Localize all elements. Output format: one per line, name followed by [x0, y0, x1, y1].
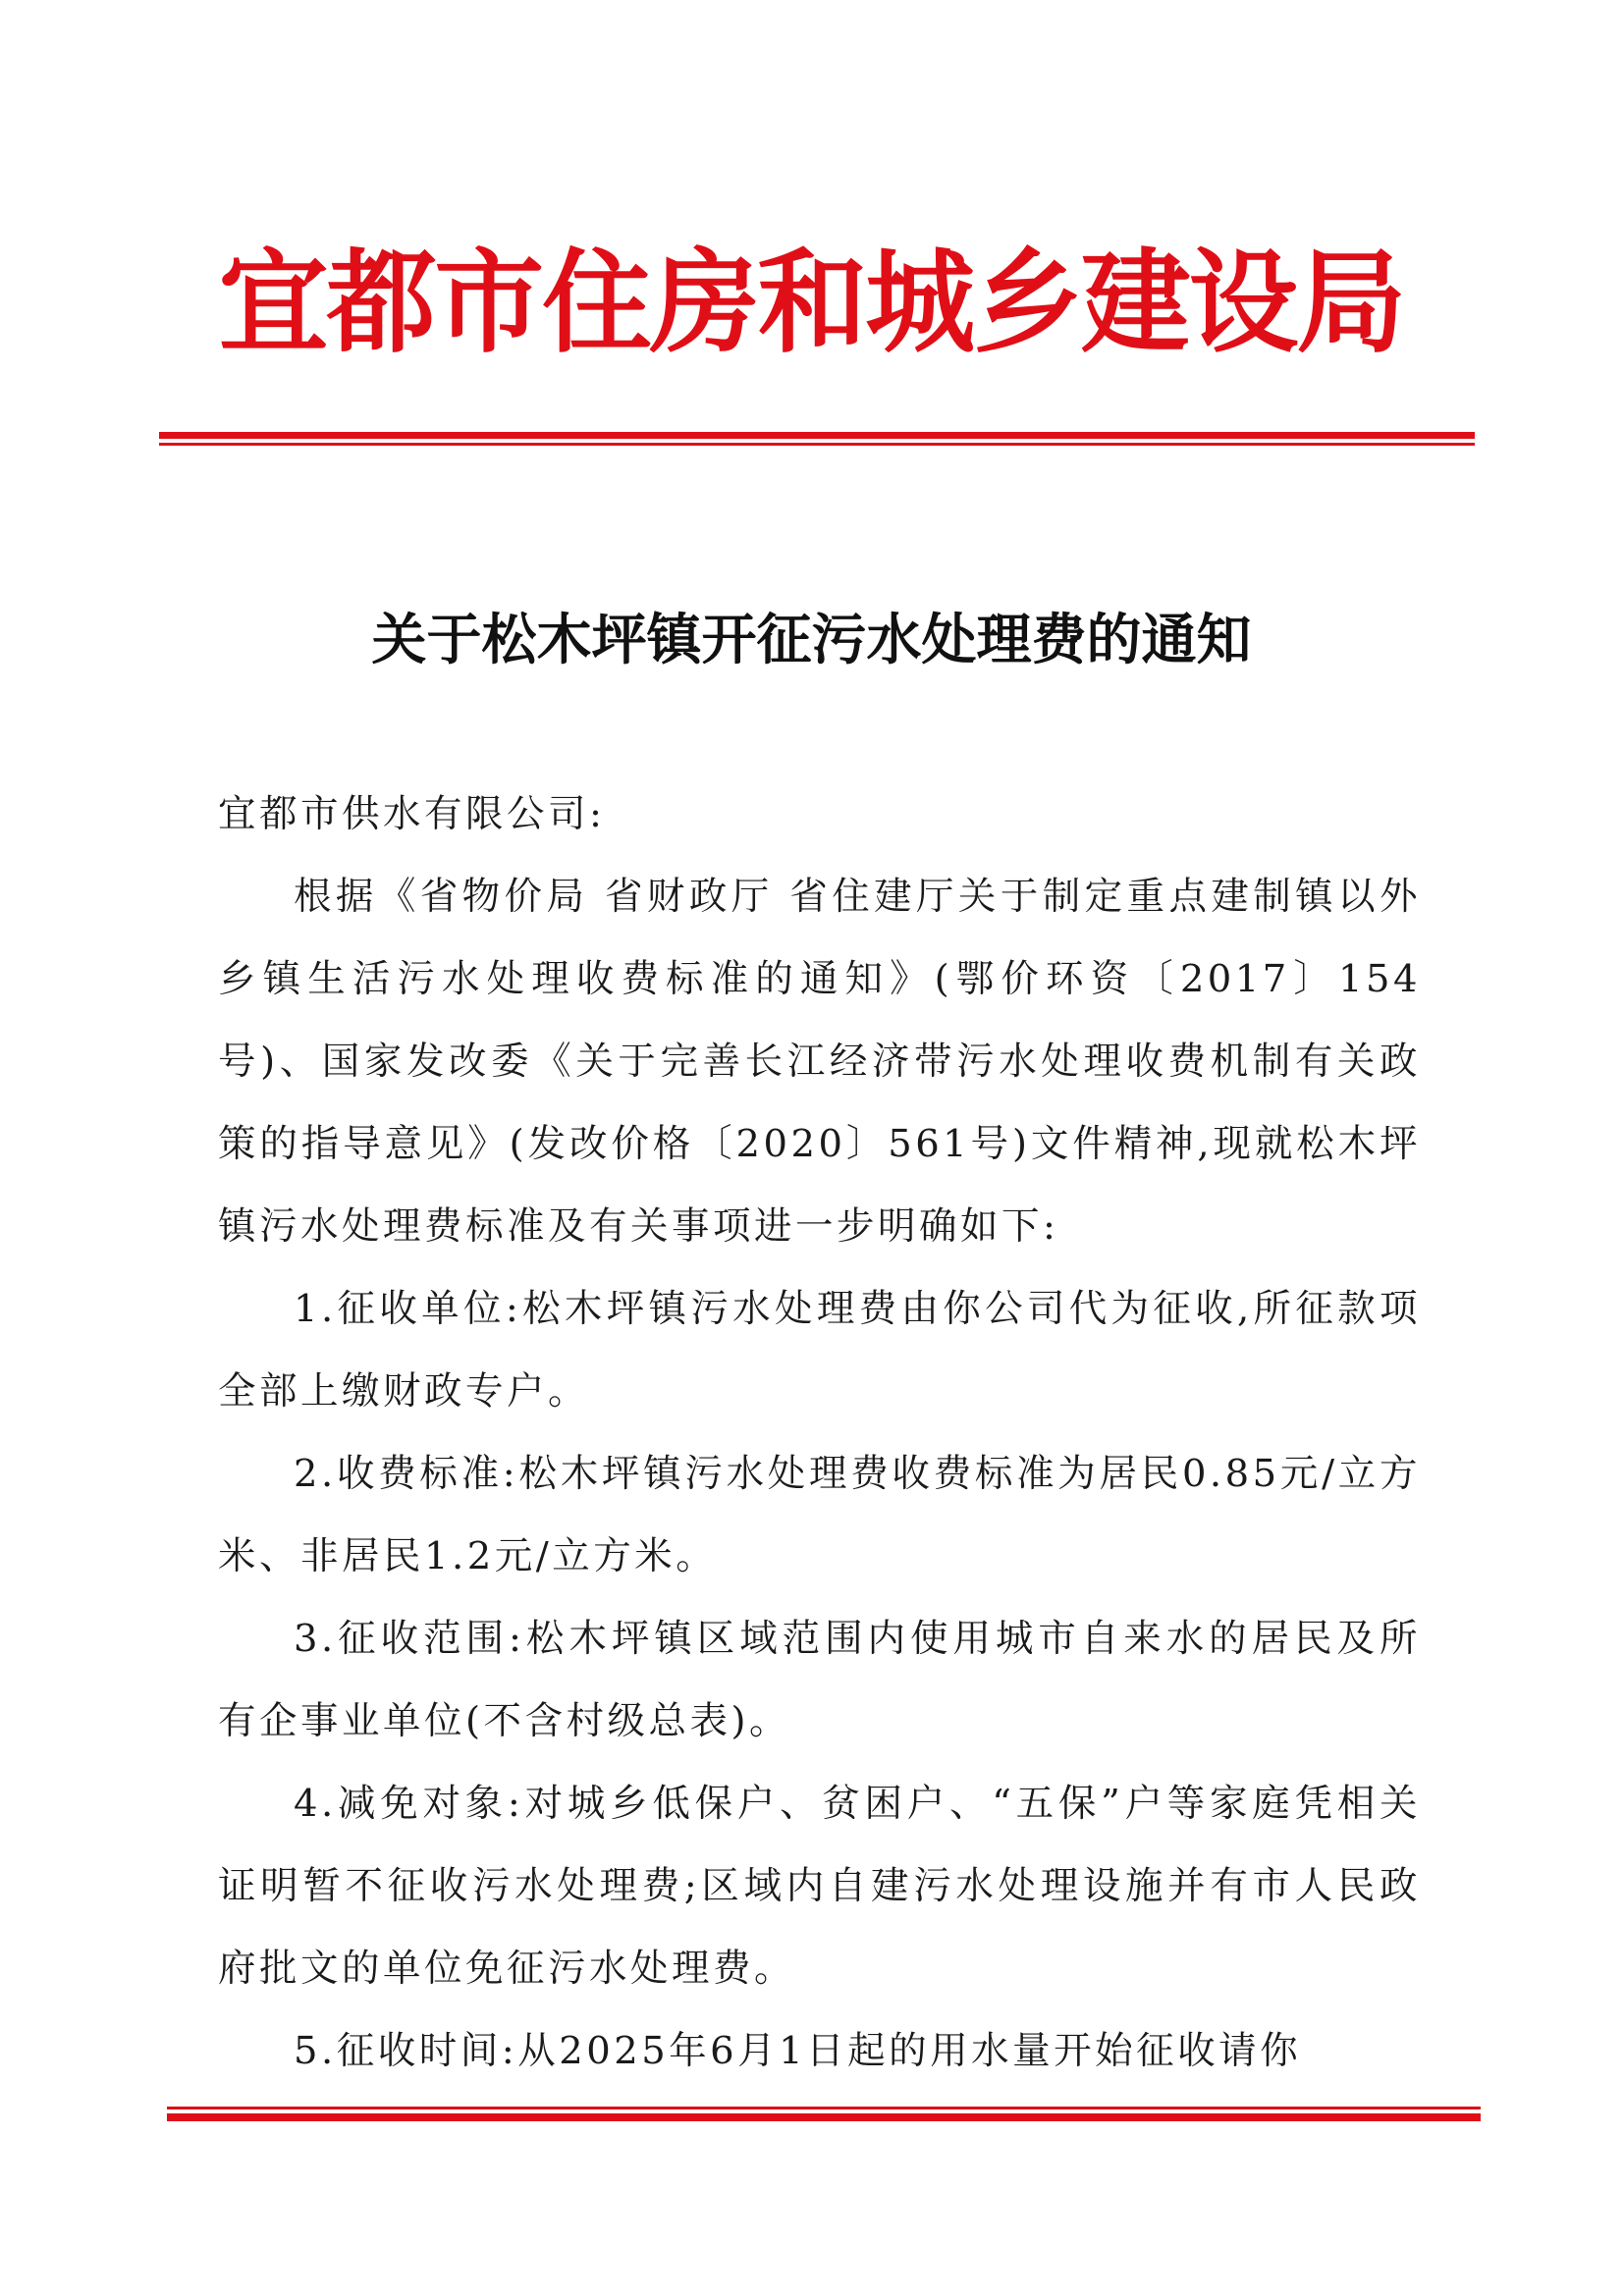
letterhead-rule-thick — [159, 432, 1475, 439]
document-title: 关于松木坪镇开征污水处理费的通知 — [371, 608, 1252, 672]
paragraph-collection-unit: 1.征收单位:松木坪镇污水处理费由你公司代为征收,所征款项全部上缴财政专户。 — [218, 1287, 1421, 1414]
salutation: 宜都市供水有限公司: — [218, 792, 606, 836]
footer-rule-thick — [167, 2113, 1481, 2121]
paragraph-collection-time: 5.征收时间:从2025年6月1日起的用水量开始征收请你 — [294, 2029, 1302, 2073]
paragraph-collection-scope: 3.征收范围:松木坪镇区域范围内使用城市自来水的居民及所有企事业单位(不含村级总表)。 — [218, 1617, 1421, 1743]
document-body — [218, 774, 1421, 2093]
letterhead-rule-thin — [159, 443, 1475, 446]
paragraph-basis: 根据《省物价局 省财政厅 省住建厅关于制定重点建制镇以外乡镇生活污水处理收费标准的通知》(鄂价环资〔2017〕154号)、国家发改委《关于完善长江经济带污水处理收费机制有关政策的指导意见》(发改价格〔2020〕561号)文件精神,现就松木坪镇污水处理费标准及有关事项进一步明确如下: — [218, 875, 1421, 1249]
paragraph-fee-standard: 2.收费标准:松木坪镇污水处理费收费标准为居民0.85元/立方米、非居民1.2元/立方米。 — [218, 1452, 1421, 1578]
letterhead-issuer: 宜都市住房和城乡建设局 — [218, 237, 1405, 368]
footer-rule-thin — [167, 2107, 1481, 2109]
paragraph-exemption: 4.减免对象:对城乡低保户、贫困户、“五保”户等家庭凭相关证明暂不征收污水处理费;区域内自建污水处理设施并有市人民政府批文的单位免征污水处理费。 — [218, 1782, 1421, 1991]
